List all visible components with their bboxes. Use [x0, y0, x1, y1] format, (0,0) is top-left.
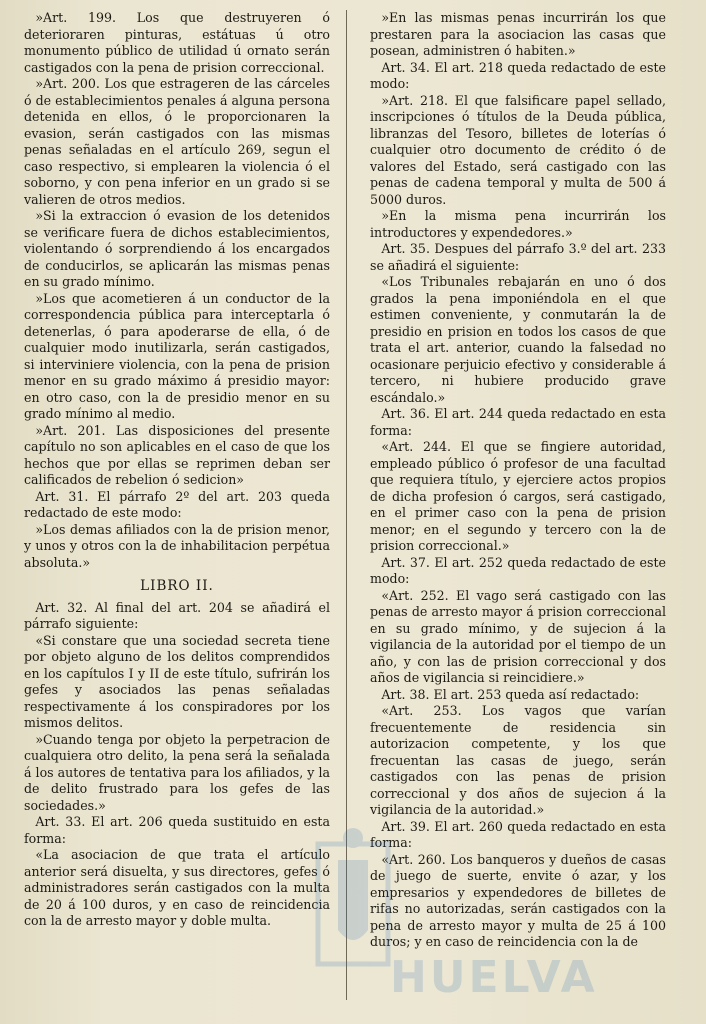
right-column — [370, 10, 666, 951]
paragraph-art-244: «Art. 244. El que se fingiere autoridad, empleado público ó profesor de una facultad que requiera título, y ejerciere actos propios de dicha profesion ó cargos, será castigado, en el primer caso con la pena de prision menor; en el segundo y tercero con la de prision correccional.» — [370, 439, 666, 553]
paragraph-art-31: Art. 31. El párrafo 2º del art. 203 queda redactado de este modo: — [24, 488, 330, 520]
paragraph-art-35: Art. 35. Despues del párrafo 3.º del art. 233 se añadirá el siguiente: — [370, 241, 666, 273]
paragraph-asociacion: «La asociacion de que trata el artículo anterior será disuelta, y sus directores, gefes ó administradores serán castigados con la multa de 20 á 100 duros, y en caso de reincidencia con la de arresto mayor y doble multa. — [24, 847, 330, 928]
left-column — [24, 10, 330, 930]
paragraph-art-201: »Art. 201. Las disposiciones del presente capítulo no son aplicables en el caso de que los hechos que por ellas se reprimen deban ser calificados de rebelion ó sedicion» — [24, 422, 330, 487]
paragraph-art-36: Art. 36. El art. 244 queda redactado en esta forma: — [370, 406, 666, 438]
paragraph-introductores: »En la misma pena incurrirán los introductores y expendedores.» — [370, 208, 666, 240]
section-title: LIBRO II. — [140, 578, 214, 594]
paragraph-art-37: Art. 37. El art. 252 queda redactado de este modo: — [370, 554, 666, 586]
paragraph-art-32: Art. 32. Al final del art. 204 se añadirá el párrafo siguiente: — [24, 599, 330, 631]
paragraph-art-200: »Art. 200. Los que estrageren de las cárceles ó de establecimientos penales á alguna persona detenida en ellos, ó le proporcionaren la evasion, serán castigados con las mismas penas señaladas en el artículo 269, segun el caso respectivo, si emplearen la violencia ó el soborno, y con pena inferior en un grado si se valieren de otros medios. — [24, 76, 330, 207]
paragraph-art-260: «Art. 260. Los banqueros y dueños de casas de juego de suerte, envite ó azar, y los empresarios y expendedores de billetes de rifas no autorizadas, serán castigados con la pena de arresto mayor y multa de 25 á 100 duros; y en caso de reincidencia con la de — [370, 851, 666, 949]
paragraph-afiliados: »Los demas afiliados con la de prision menor, y unos y otros con la de inhabilitacion perpétua absoluta.» — [24, 521, 330, 570]
column-divider — [346, 10, 347, 1000]
paragraph-tribunales: «Los Tribunales rebajarán en uno ó dos grados la pena imponiéndola en el que estimen conveniente, y conmutarán la de presidio en prision en todos los casos de que trata el art. anterior, cuando la falsedad no ocasionare perjuicio efectivo y considerable á tercero, ni hubiere producido grave escándalo.» — [370, 274, 666, 405]
paragraph-mismas-penas: »En las mismas penas incurrirán los que prestaren para la asociacion las casas que posean, administren ó habiten.» — [370, 10, 666, 58]
paragraph-extraccion: »Si la extraccion ó evasion de los detenidos se verificare fuera de dichos establecimientos, violentando ó sorprendiendo á los encargados de conducirlos, se aplicarán las mismas penas en su grado mínimo. — [24, 208, 330, 289]
paragraph-art-199: »Art. 199. Los que destruyeren ó deterioraren pinturas, estátuas ú otro monumento público de utilidad ú ornato serán castigados con la pena de prision correccional. — [24, 10, 330, 75]
paragraph-art-33: Art. 33. El art. 206 queda sustituido en esta forma: — [24, 814, 330, 846]
paragraph-art-39: Art. 39. El art. 260 queda redactado en esta forma: — [370, 818, 666, 850]
paragraph-sociedad-secreta: «Si constare que una sociedad secreta tiene por objeto alguno de los delitos comprendidos en los capítulos I y II de este título, sufrirán los gefes y asociados las penas señaladas respectivamente á los conspiradores por los mismos delitos. — [24, 632, 330, 730]
paragraph-art-34: Art. 34. El art. 218 queda redactado de este modo: — [370, 59, 666, 91]
paragraph-art-252: «Art. 252. El vago será castigado con las penas de arresto mayor á prision correccional en su grado mínimo, y de sujecion á la vigilancia de la autoridad por el tiempo de un año, y con las de prision correccional y dos años de vigilancia si reincidiere.» — [370, 587, 666, 685]
paragraph-art-218: »Art. 218. El que falsificare papel sellado, inscripciones ó títulos de la Deuda pública, libranzas del Tesoro, billetes de loterías ó cualquier otro documento de crédito ó de valores del Estado, será castigado con las penas de cadena temporal y multa de 500 á 5000 duros. — [370, 92, 666, 207]
paragraph-art-38: Art. 38. El art. 253 queda así redactado: — [381, 686, 640, 702]
paragraph-perpetracion: »Cuando tenga por objeto la perpetracion de cualquiera otro delito, la pena será la señalada á los autores de tentativa para los afiliados, y la de delito frustrado para los gefes de las sociedades.» — [24, 731, 330, 813]
paragraph-correspondencia: »Los que acometieren á un conductor de la correspondencia pública para interceptarla ó detenerlas, ó para apoderarse de ella, ó de cualquier modo inutilizarla, serán castigados, si interviniere violencia, con la pena de prision menor en su grado máximo á presidio mayor: en otro caso, con la de presidio menor en su grado mínimo al medio. — [24, 290, 330, 421]
watermark-text: HUELVA — [390, 952, 598, 1003]
paragraph-art-253: «Art. 253. Los vagos que varían frecuentemente de residencia sin autorizacion competente, y los que frecuentan las casas de juego, serán castigados con las penas de prision correccional y dos años de sujecion á la vigilancia de la autoridad.» — [370, 703, 666, 817]
